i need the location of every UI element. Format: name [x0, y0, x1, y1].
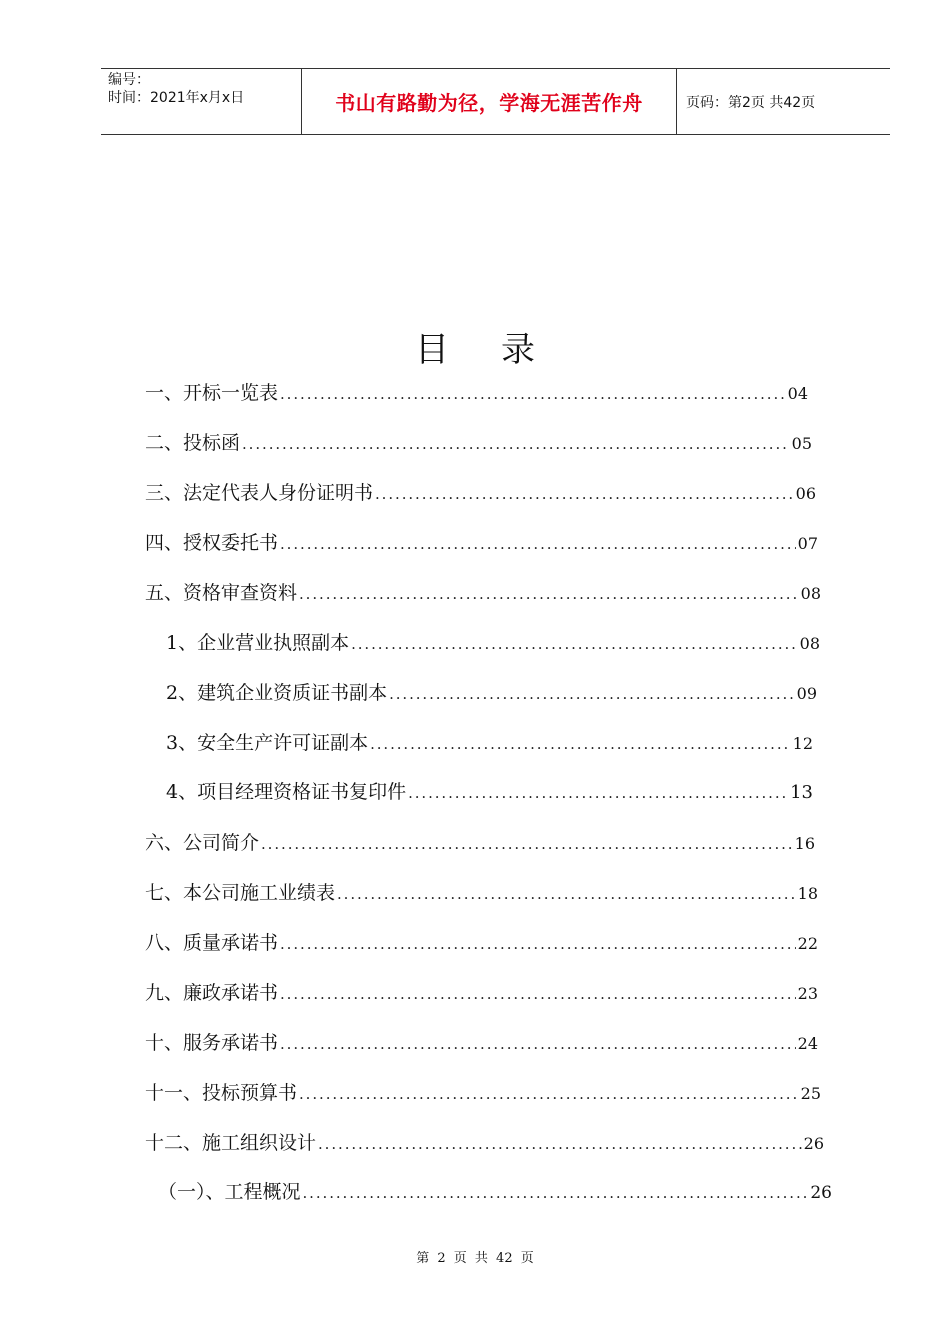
toc-entry-page: 08 [799, 634, 820, 653]
toc-entry-page: 12 [792, 734, 813, 753]
toc-entry-page: 25 [800, 1084, 821, 1103]
toc-entry-page: 04 [787, 384, 808, 403]
number-label: 编号： [108, 72, 150, 88]
document-header [101, 68, 890, 135]
toc-entry[interactable] [145, 478, 816, 508]
toc-leader-dots [280, 985, 796, 1003]
toc-entry-label: 3、安全生产许可证副本 [166, 732, 369, 754]
motto-text: 书山有路勤为径，学海无涯苦作舟 [335, 91, 643, 115]
toc-entry-page: 08 [800, 584, 821, 603]
toc-entry-page: 23 [797, 984, 818, 1003]
toc-entry-label: 七、本公司施工业绩表 [145, 882, 336, 904]
footer-page-number: 第 2 页 共 42 页 [416, 1251, 534, 1266]
toc-entry[interactable] [145, 1028, 818, 1058]
toc-leader-dots [299, 585, 799, 603]
page-footer [0, 1247, 950, 1266]
header-motto-cell [302, 69, 677, 134]
toc-entry-label: 五、资格审查资料 [145, 582, 298, 604]
toc-entry[interactable] [166, 628, 820, 658]
toc-entry[interactable] [145, 378, 808, 408]
toc-entry-label: 二、投标函 [145, 432, 241, 454]
header-page-cell [677, 69, 890, 134]
toc-entry-page: 09 [796, 684, 817, 703]
page-info: 页码：第2页 共42页 [686, 94, 816, 111]
toc-title-char-1: 目 [415, 330, 449, 370]
toc-entry-page: 13 [790, 782, 813, 803]
toc-entry[interactable] [145, 878, 818, 908]
toc-leader-dots [280, 1035, 796, 1053]
toc-title-char-2: 录 [501, 330, 535, 370]
toc-entry-label: 十一、投标预算书 [145, 1082, 298, 1104]
toc-entry[interactable] [145, 578, 821, 608]
toc-entry-page: 16 [794, 834, 815, 853]
toc-leader-dots [337, 885, 796, 903]
toc-leader-dots [318, 1135, 802, 1153]
toc-entry-label: 四、授权委托书 [145, 532, 279, 554]
toc-entry-label: （一）、工程概况 [158, 1181, 301, 1203]
toc-entry[interactable] [145, 828, 815, 858]
toc-entry-page: 18 [797, 884, 818, 903]
toc-entry[interactable] [145, 528, 818, 558]
toc-leader-dots [351, 635, 798, 653]
toc-leader-dots [261, 835, 793, 853]
toc-leader-dots [280, 385, 786, 403]
toc-leader-dots [370, 735, 791, 753]
toc-entry-page: 05 [791, 434, 812, 453]
toc-leader-dots [280, 935, 796, 953]
toc-entry-page: 26 [810, 1183, 832, 1203]
toc-entry[interactable] [145, 1078, 821, 1108]
toc-entry-label: 三、法定代表人身份证明书 [145, 482, 374, 504]
toc-entry-label: 八、质量承诺书 [145, 932, 279, 954]
toc-entry[interactable] [145, 978, 818, 1008]
toc-entry-label: 十二、施工组织设计 [145, 1132, 317, 1154]
toc-entry-page: 26 [803, 1134, 824, 1153]
toc-entry-page: 06 [795, 484, 816, 503]
toc-entry-label: 六、公司简介 [145, 832, 260, 854]
toc-entry[interactable] [145, 928, 818, 958]
toc-leader-dots [280, 535, 796, 553]
toc-entry[interactable] [145, 428, 812, 458]
toc-entry-page: 22 [797, 934, 818, 953]
toc-leader-dots [299, 1085, 799, 1103]
toc-leader-dots [389, 685, 795, 703]
toc-entry[interactable] [158, 1177, 832, 1207]
toc-leader-dots [242, 435, 790, 453]
toc-entry-label: 4、项目经理资格证书复印件 [166, 781, 407, 803]
toc-entry-label: 一、开标一览表 [145, 382, 279, 404]
toc-title [0, 322, 950, 371]
toc-entry-label: 九、廉政承诺书 [145, 982, 279, 1004]
toc-entry-label: 1、企业营业执照副本 [166, 632, 350, 654]
toc-entry-label: 2、建筑企业资质证书副本 [166, 682, 388, 704]
toc-entry-page: 07 [797, 534, 818, 553]
toc-leader-dots [375, 485, 794, 503]
toc-entry-page: 24 [797, 1034, 818, 1053]
toc-entry[interactable] [166, 777, 813, 807]
toc-entry[interactable] [145, 1128, 824, 1158]
time-label: 时间：2021年x月x日 [108, 90, 245, 106]
toc-entry-label: 十、服务承诺书 [145, 1032, 279, 1054]
toc-leader-dots [303, 1184, 809, 1202]
toc-leader-dots [408, 784, 788, 802]
toc-entry[interactable] [166, 728, 813, 758]
header-meta-cell [101, 69, 302, 134]
toc-entry[interactable] [166, 678, 817, 708]
